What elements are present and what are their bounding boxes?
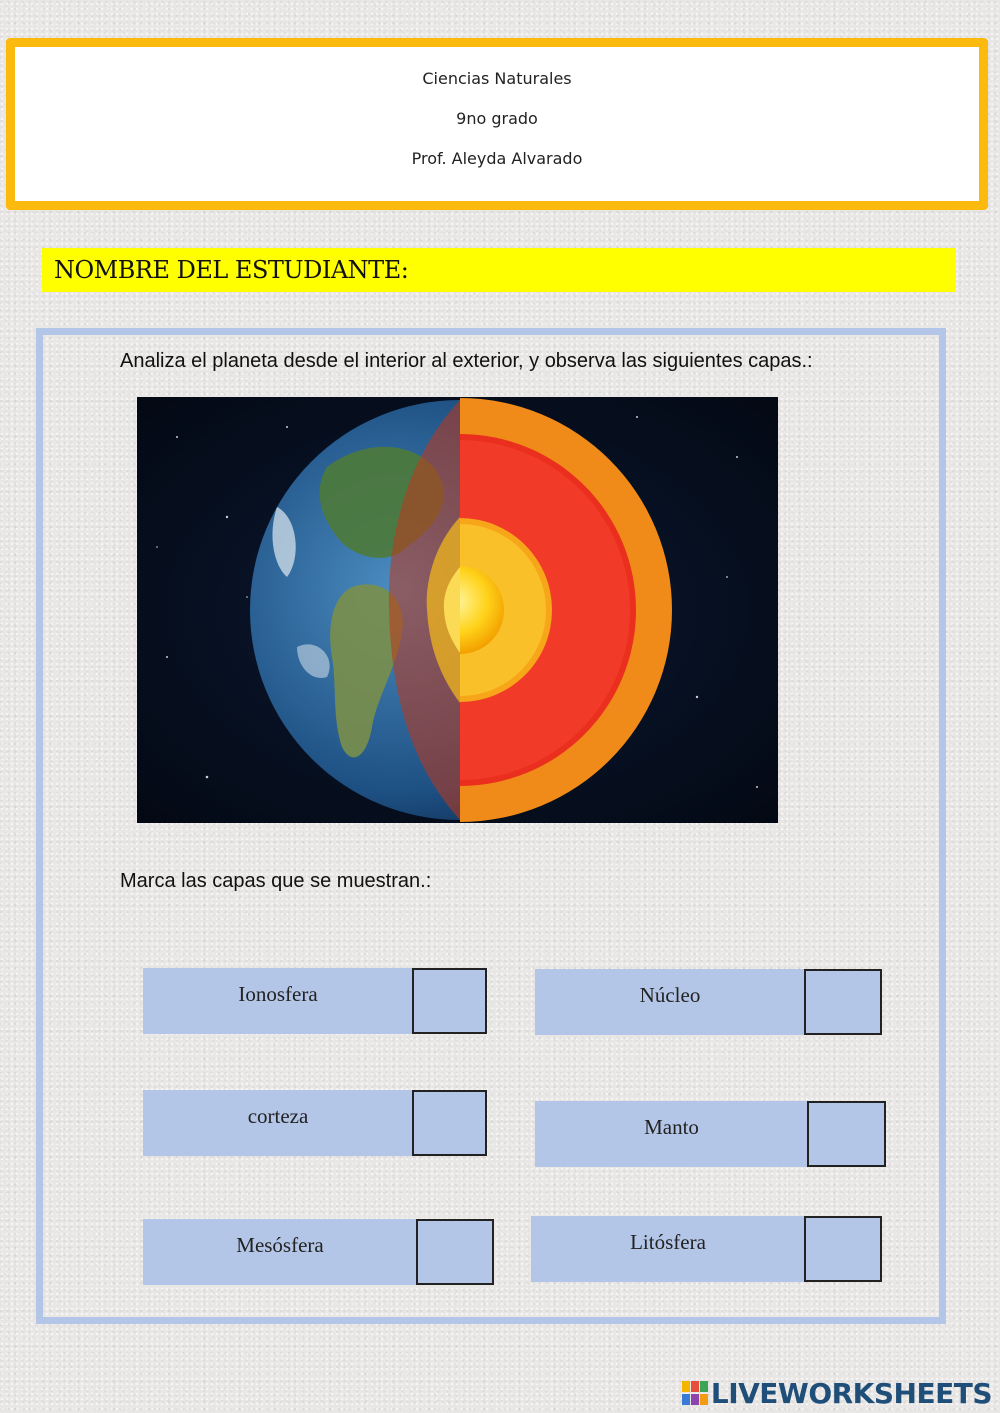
earth-layers-image bbox=[137, 397, 778, 823]
checkbox-ionosfera[interactable] bbox=[412, 968, 487, 1034]
option-label: Núcleo bbox=[639, 983, 701, 1007]
checkbox-corteza[interactable] bbox=[412, 1090, 487, 1156]
liveworksheets-logo-text: LIVEWORKSHEETS bbox=[710, 1376, 992, 1410]
checkbox-manto[interactable] bbox=[807, 1101, 886, 1167]
subject-text: Ciencias Naturales bbox=[422, 69, 572, 88]
option-nucleo bbox=[535, 969, 805, 1035]
option-label: Mesósfera bbox=[236, 1233, 324, 1257]
option-ionosfera bbox=[143, 968, 413, 1034]
option-manto bbox=[535, 1101, 808, 1167]
checkbox-nucleo[interactable] bbox=[804, 969, 882, 1035]
mark-instruction: Marca las capas que se muestran.: bbox=[120, 870, 432, 892]
liveworksheets-logo-icon bbox=[682, 1381, 708, 1405]
option-corteza bbox=[143, 1090, 413, 1156]
liveworksheets-logo bbox=[682, 1378, 992, 1408]
checkbox-mesosfera[interactable] bbox=[416, 1219, 494, 1285]
option-label: Manto bbox=[644, 1115, 699, 1139]
option-label: Ionosfera bbox=[238, 982, 318, 1006]
option-label: Litósfera bbox=[630, 1230, 706, 1254]
checkbox-litosfera[interactable] bbox=[804, 1216, 882, 1282]
student-name-label: NOMBRE DEL ESTUDIANTE: bbox=[54, 256, 409, 284]
header-box bbox=[6, 38, 988, 210]
student-name-field[interactable] bbox=[42, 248, 956, 292]
grade-text: 9no grado bbox=[456, 109, 538, 128]
option-litosfera bbox=[531, 1216, 805, 1282]
analyze-instruction: Analiza el planeta desde el interior al exterior, y observa las siguientes capas.: bbox=[120, 350, 813, 372]
teacher-text: Prof. Aleyda Alvarado bbox=[411, 149, 583, 168]
option-mesosfera bbox=[143, 1219, 417, 1285]
option-label: corteza bbox=[247, 1104, 309, 1128]
